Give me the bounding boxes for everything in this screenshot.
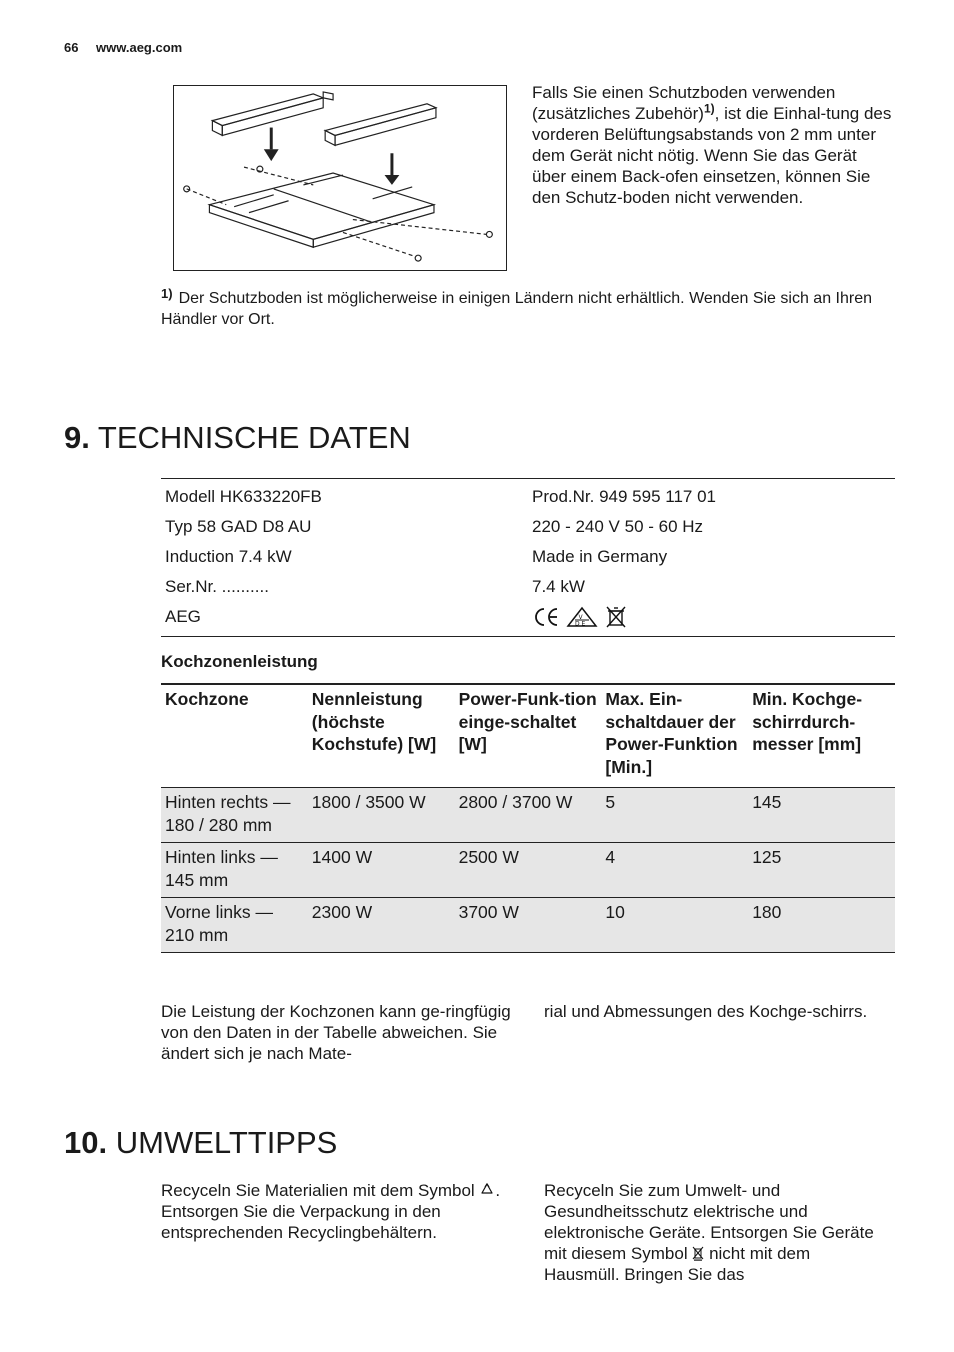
table-cell: 1400 W bbox=[308, 843, 455, 898]
spec-cell: 7.4 kW bbox=[532, 577, 585, 596]
table-header-cell: Nennleistung (höchste Kochstufe) [W] bbox=[311, 689, 437, 754]
weee-bin-icon bbox=[692, 1245, 704, 1261]
env-right-before: Recyceln Sie zum Umwelt- und Gesundheitsschutz elektrische und elektronische Geräte. Entsorgen Sie Geräte mit diesem Symbol bbox=[544, 1181, 874, 1263]
spec-row bbox=[161, 572, 895, 602]
section-title: TECHNISCHE DATEN bbox=[97, 420, 411, 455]
spec-row bbox=[161, 542, 895, 572]
table-cell: 2800 / 3700 W bbox=[455, 788, 602, 843]
table-cell: Vorne links — 210 mm bbox=[161, 898, 308, 953]
svg-text:V: V bbox=[578, 614, 583, 621]
rating-plate-table bbox=[161, 478, 895, 637]
table-row bbox=[161, 898, 895, 953]
footnote-text: Der Schutzboden ist möglicherweise in einigen Ländern nicht erhältlich. Wenden Sie sich an Ihren Händler vor Ort. bbox=[161, 290, 872, 328]
table-header-row bbox=[161, 684, 895, 788]
table-cell: 145 bbox=[748, 788, 895, 843]
kochzonen-heading: Kochzonenleistung bbox=[161, 652, 318, 671]
footnote-ref: 1) bbox=[703, 101, 715, 116]
protection-floor-text bbox=[532, 82, 892, 208]
protection-floor-illustration bbox=[173, 85, 507, 271]
env-left-after: . Entsorgen Sie die Verpackung in den entsprechenden Recyclingbehältern. bbox=[161, 1181, 501, 1242]
table-cell: 125 bbox=[748, 843, 895, 898]
table-header-cell: Kochzone bbox=[165, 689, 249, 709]
weee-bin-icon bbox=[604, 605, 628, 629]
env-text-left bbox=[161, 1180, 506, 1243]
section-number: 9. bbox=[64, 420, 90, 455]
table-header-cell: Max. Ein-schaltdauer der Power-Funktion [Min.] bbox=[605, 689, 738, 777]
recycling-icon bbox=[479, 1182, 495, 1198]
footnote-mark: 1) bbox=[161, 286, 173, 301]
table-row bbox=[161, 788, 895, 843]
table-cell: 3700 W bbox=[455, 898, 602, 953]
table-cell: 1800 / 3500 W bbox=[308, 788, 455, 843]
footnote bbox=[161, 288, 881, 330]
note-text-left: Die Leistung der Kochzonen kann ge-ringfügig von den Daten in der Tabelle abweichen. Sie ändert sich je nach Mate- bbox=[161, 1002, 511, 1063]
table-cell: 10 bbox=[601, 898, 748, 953]
env-right-after: nicht mit dem Hausmüll. Bringen Sie das bbox=[544, 1244, 811, 1284]
spec-cell: Typ 58 GAD D8 AU bbox=[165, 517, 312, 536]
table-cell: 180 bbox=[748, 898, 895, 953]
cooking-zone-table bbox=[161, 683, 895, 953]
note-text-right: rial und Abmessungen des Kochge-schirrs. bbox=[544, 1002, 868, 1021]
table-cell: 2300 W bbox=[308, 898, 455, 953]
page-number: 66 bbox=[64, 40, 79, 55]
ce-mark-icon bbox=[532, 606, 560, 628]
spec-cell: 220 - 240 V 50 - 60 Hz bbox=[532, 517, 704, 536]
intro-text-before: Falls Sie einen Schutzboden verwenden (zusätzliches Zubehör) bbox=[532, 83, 836, 123]
svg-text:D E: D E bbox=[575, 620, 586, 628]
spec-row bbox=[161, 602, 895, 632]
spec-cell: Made in Germany bbox=[532, 547, 668, 566]
table-header-cell: Power-Funk-tion einge-schaltet [W] bbox=[458, 689, 597, 754]
header-url: www.aeg.com bbox=[96, 40, 183, 55]
section-heading-umwelttipps bbox=[64, 1125, 337, 1161]
spec-cell: AEG bbox=[165, 607, 201, 626]
vde-mark-icon bbox=[566, 606, 598, 628]
certification-marks bbox=[528, 605, 895, 629]
spec-row bbox=[161, 512, 895, 542]
table-cell: 4 bbox=[601, 843, 748, 898]
spec-cell: Induction 7.4 kW bbox=[165, 547, 292, 566]
spec-cell: Ser.Nr. .......... bbox=[165, 577, 269, 596]
table-header-cell: Min. Kochge-schirrdurch-messer [mm] bbox=[752, 689, 863, 754]
table-cell: Hinten links —145 mm bbox=[161, 843, 308, 898]
section-number: 10. bbox=[64, 1125, 108, 1160]
spec-cell: Prod.Nr. 949 595 117 01 bbox=[532, 487, 716, 506]
spec-row bbox=[161, 482, 895, 512]
table-cell: 5 bbox=[601, 788, 748, 843]
env-text-right bbox=[544, 1180, 874, 1285]
section-heading-technische-daten bbox=[64, 420, 411, 456]
table-row bbox=[161, 843, 895, 898]
section-title: UMWELTTIPPS bbox=[115, 1125, 338, 1160]
env-left-before: Recyceln Sie Materialien mit dem Symbol bbox=[161, 1181, 475, 1200]
spec-cell: Modell HK633220FB bbox=[165, 487, 322, 506]
installation-diagram-icon bbox=[174, 86, 506, 270]
intro-text-after: , ist die Einhal-tung des vorderen Belüftungsabstands von 2 mm unter dem Gerät nicht nötig. Wenn Sie das Gerät über einem Back-ofen einsetzen, können Sie den Schutz-boden nicht verwenden. bbox=[532, 104, 892, 207]
table-cell: 2500 W bbox=[455, 843, 602, 898]
table-cell: Hinten rechts —180 / 280 mm bbox=[161, 788, 308, 843]
